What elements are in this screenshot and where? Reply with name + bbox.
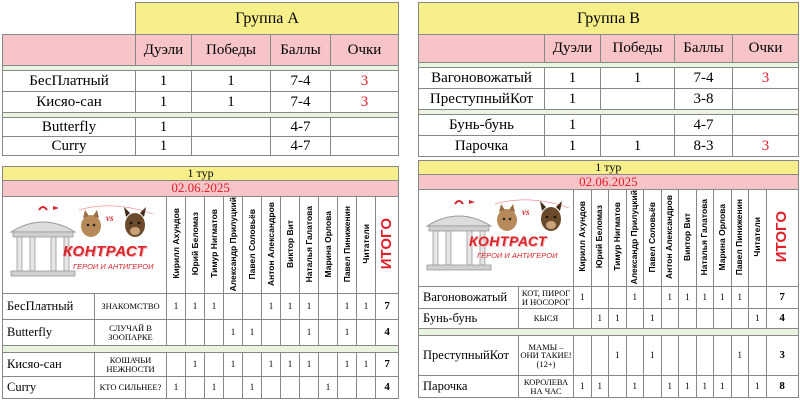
judge-vote: 1 [357, 353, 376, 377]
tour-date: 02.06.2025 [3, 180, 399, 196]
judge-name: Павел Соловьёв [246, 208, 257, 280]
total-score: 4 [766, 309, 798, 329]
judge-header [281, 196, 300, 294]
judge-vote: 1 [696, 376, 714, 398]
judge-vote [749, 287, 767, 309]
judge-vote [644, 376, 662, 398]
judge-header [205, 196, 224, 294]
participant-name: БесПлатный [3, 294, 95, 320]
tour-results-table [418, 160, 799, 398]
points-value: 3 [733, 136, 799, 157]
judge-vote [167, 320, 186, 346]
judge-vote [319, 294, 338, 320]
judge-header [574, 189, 592, 287]
judge-vote: 1 [626, 376, 644, 398]
judge-header [338, 196, 357, 294]
judge-name: Кирилл Ахундов [170, 208, 181, 280]
group-a-table [2, 2, 399, 156]
duels-value: 1 [136, 137, 192, 156]
judge-vote: 1 [731, 336, 749, 376]
total-score: 3 [766, 336, 798, 376]
table-row [419, 336, 799, 376]
brand-name: КОНТРАСТ [63, 243, 147, 261]
judge-vote: 1 [186, 294, 205, 320]
judge-vote: 1 [714, 287, 732, 309]
judge-name: Тимур Нигматов [208, 209, 219, 279]
total-score: 7 [376, 353, 399, 377]
judge-header [243, 196, 262, 294]
judge-vote: 1 [167, 294, 186, 320]
header-duels: Дуэли [136, 35, 192, 66]
points-value: 3 [331, 92, 399, 113]
judge-vote: 1 [338, 353, 357, 377]
judge-vote: 1 [243, 377, 262, 399]
judge-vote [679, 309, 697, 329]
judge-header [731, 189, 749, 287]
judge-vote: 1 [626, 287, 644, 309]
kontrast-logo [3, 200, 166, 290]
group-a-title: Группа А [136, 3, 399, 35]
table-row [419, 68, 799, 89]
judge-vote: 1 [224, 353, 243, 377]
brand-name: КОНТРАСТ [469, 232, 547, 249]
judge-vote [357, 377, 376, 399]
judge-vote: 1 [224, 320, 243, 346]
judge-vote [696, 336, 714, 376]
judge-header [749, 189, 767, 287]
participant-name: Кисяо-сан [3, 353, 95, 377]
judge-name: Антон Александров [265, 201, 276, 286]
score-value: 7-4 [271, 92, 331, 113]
tour-label: 1 тур [419, 161, 799, 175]
judge-vote: 1 [262, 294, 281, 320]
judge-vote: 1 [262, 353, 281, 377]
judge-vote [574, 336, 592, 376]
wins-value [192, 118, 271, 137]
table-row [3, 92, 399, 113]
judge-name: Наталья Галатова [303, 205, 314, 282]
judge-vote [679, 336, 697, 376]
piece-title: МАМЫ – ОНИ ТАКИЕ! (12+) [519, 336, 574, 376]
group-b-title: Группа В [419, 3, 799, 35]
points-value [733, 89, 799, 110]
wins-value: 1 [192, 71, 271, 92]
score-value: 3-8 [675, 89, 733, 110]
judge-vote: 1 [357, 294, 376, 320]
judge-header [319, 196, 338, 294]
judge-name: Юрий Беломаз [189, 212, 200, 276]
judge-vote: 1 [186, 353, 205, 377]
tour-label: 1 тур [3, 167, 399, 181]
total-header: ИТОГО [773, 211, 791, 263]
score-value: 7-4 [271, 71, 331, 92]
wins-value: 1 [192, 92, 271, 113]
duels-value: 1 [136, 92, 192, 113]
judge-vote [319, 320, 338, 346]
judge-vote: 1 [300, 320, 319, 346]
judge-vote [357, 320, 376, 346]
header-wins: Победы [192, 35, 271, 66]
judge-vote [205, 353, 224, 377]
piece-title: КОРОЛЕВА НА ЧАС [519, 376, 574, 398]
judge-vote: 1 [714, 376, 732, 398]
participant-name: Бунь-бунь [419, 115, 545, 136]
judge-vote [609, 376, 627, 398]
judge-vote: 1 [300, 353, 319, 377]
score-value: 7-4 [675, 68, 733, 89]
judge-vote [319, 353, 338, 377]
duels-value: 1 [136, 118, 192, 137]
judge-name: Наталья Галатова [699, 198, 710, 275]
score-value: 4-7 [271, 118, 331, 137]
judge-header [224, 196, 243, 294]
total-score: 8 [766, 376, 798, 398]
judge-vote: 1 [696, 287, 714, 309]
judge-vote: 1 [167, 377, 186, 399]
judge-vote: 1 [661, 287, 679, 309]
participant-name: Парочка [419, 136, 545, 157]
judge-vote [609, 287, 627, 309]
judge-vote: 1 [679, 287, 697, 309]
header-score: Баллы [271, 35, 331, 66]
judge-vote [696, 309, 714, 329]
piece-title: КОТ, ПИРОГ И НОСОРОГ [519, 287, 574, 309]
piece-title: ЗНАКОМСТВО [95, 294, 167, 320]
participant-name: Вагоновожатый [419, 68, 545, 89]
judge-vote [205, 320, 224, 346]
judge-vote: 1 [243, 320, 262, 346]
judge-header [167, 196, 186, 294]
judge-vote [167, 353, 186, 377]
duels-value: 1 [545, 136, 601, 157]
participant-name: ПреступныйКот [419, 89, 545, 110]
judge-name: Марина Орлова [322, 210, 333, 278]
score-value: 8-3 [675, 136, 733, 157]
total-score: 7 [376, 294, 399, 320]
table-row [3, 71, 399, 92]
piece-title: КТО СИЛЬНЕЕ? [95, 377, 167, 399]
judge-name: Павел Соловьёв [646, 201, 657, 273]
participant-name: Curry [3, 137, 136, 156]
participant-name: Вагоновожатый [419, 287, 519, 309]
judge-name: Павел Пиниженин [341, 205, 352, 282]
judge-vote [661, 336, 679, 376]
tour-date: 02.06.2025 [419, 174, 799, 189]
judge-vote [749, 336, 767, 376]
judge-vote: 1 [574, 376, 592, 398]
header-duels: Дуэли [545, 35, 601, 63]
judge-vote [224, 294, 243, 320]
judge-vote [731, 376, 749, 398]
judge-vote [714, 309, 732, 329]
score-value: 4-7 [675, 115, 733, 136]
judge-vote [243, 353, 262, 377]
judge-vote [731, 309, 749, 329]
brand-tagline: ГЕРОИ И АНТИГЕРОИ [477, 250, 558, 260]
wins-value [192, 137, 271, 156]
judge-vote [338, 377, 357, 399]
brand-tagline: ГЕРОИ И АНТИГЕРОИ [73, 262, 154, 272]
judge-vote: 1 [281, 294, 300, 320]
judge-header [644, 189, 662, 287]
total-header: ИТОГО [378, 218, 396, 270]
judge-header [626, 189, 644, 287]
judge-header [186, 196, 205, 294]
points-value [733, 115, 799, 136]
judge-vote: 1 [749, 376, 767, 398]
points-value: 3 [733, 68, 799, 89]
judge-vote [591, 287, 609, 309]
participant-name: Curry [3, 377, 95, 399]
duels-value: 1 [545, 89, 601, 110]
judge-vote [262, 377, 281, 399]
judge-header [609, 189, 627, 287]
judge-header [661, 189, 679, 287]
piece-title: СЛУЧАЙ В ЗООПАРКЕ [95, 320, 167, 346]
judge-vote [626, 309, 644, 329]
judge-header [679, 189, 697, 287]
table-row [3, 294, 399, 320]
judge-header [357, 196, 376, 294]
versus-label: vs [522, 206, 530, 217]
wins-value [601, 115, 675, 136]
total-score: 7 [766, 287, 798, 309]
points-value [331, 118, 399, 137]
piece-title: КЫСЯ [519, 309, 574, 329]
judge-vote: 1 [644, 309, 662, 329]
group-b-table [418, 2, 799, 157]
header-points: Очки [733, 35, 799, 63]
judge-vote: 1 [574, 287, 592, 309]
judge-vote: 1 [338, 320, 357, 346]
table-row [419, 136, 799, 157]
wins-value: 1 [601, 68, 675, 89]
table-row [3, 118, 399, 137]
header-wins: Победы [601, 35, 675, 63]
judge-vote [591, 336, 609, 376]
judge-name: Виктор Вит [284, 219, 295, 268]
judge-vote [243, 294, 262, 320]
judge-vote: 1 [338, 294, 357, 320]
judge-vote [186, 377, 205, 399]
judge-name: Читатели [751, 217, 762, 257]
participant-name: Бунь-бунь [419, 309, 519, 329]
participant-name: ПреступныйКот [419, 336, 519, 376]
judge-vote: 1 [731, 287, 749, 309]
judge-vote [661, 309, 679, 329]
judge-vote: 1 [205, 294, 224, 320]
header-score: Баллы [675, 35, 733, 63]
judge-vote: 1 [300, 294, 319, 320]
table-row [419, 115, 799, 136]
judge-header [262, 196, 281, 294]
participant-name: БесПлатный [3, 71, 136, 92]
judge-vote [626, 336, 644, 376]
judge-vote: 1 [591, 376, 609, 398]
table-row [419, 309, 799, 329]
judge-header [591, 189, 609, 287]
judge-vote: 1 [644, 336, 662, 376]
judge-name: Антон Александров [664, 194, 675, 279]
judge-name: Виктор Вит [681, 212, 692, 261]
judge-name: Юрий Беломаз [594, 205, 605, 269]
table-row [419, 89, 799, 110]
total-score: 4 [376, 320, 399, 346]
participant-name: Butterfly [3, 118, 136, 137]
judge-vote: 1 [281, 353, 300, 377]
judge-vote: 1 [205, 377, 224, 399]
judge-vote [262, 320, 281, 346]
judge-name: Марина Орлова [716, 203, 727, 271]
duels-value: 1 [545, 68, 601, 89]
judge-vote: 1 [661, 376, 679, 398]
judge-name: Тимур Нигматов [611, 202, 622, 272]
duels-value: 1 [136, 71, 192, 92]
judge-name: Александр Прилуцкий [629, 189, 640, 285]
tour-results-table [2, 166, 399, 399]
score-value: 4-7 [271, 137, 331, 156]
judge-vote [714, 336, 732, 376]
duels-value: 1 [545, 115, 601, 136]
judge-vote: 1 [749, 309, 767, 329]
judge-vote: 1 [609, 336, 627, 376]
judge-header [696, 189, 714, 287]
judge-vote: 1 [679, 376, 697, 398]
judge-vote: 1 [319, 377, 338, 399]
table-row [3, 320, 399, 346]
judge-vote [574, 309, 592, 329]
table-row [419, 287, 799, 309]
header-points: Очки [331, 35, 399, 66]
judge-vote: 1 [591, 309, 609, 329]
points-value [331, 137, 399, 156]
judge-name: Кирилл Ахундов [576, 201, 587, 273]
table-row [3, 377, 399, 399]
judge-vote [281, 320, 300, 346]
wins-value [601, 89, 675, 110]
judge-vote [300, 377, 319, 399]
judge-vote [186, 320, 205, 346]
table-row [419, 376, 799, 398]
table-row [3, 137, 399, 156]
judge-header [714, 189, 732, 287]
participant-name: Butterfly [3, 320, 95, 346]
judge-name: Павел Пиниженин [734, 198, 745, 275]
judge-vote [224, 377, 243, 399]
table-row [3, 353, 399, 377]
versus-label: vs [106, 213, 114, 224]
participant-name: Кисяо-сан [3, 92, 136, 113]
judge-vote [281, 377, 300, 399]
judge-vote [644, 287, 662, 309]
judge-name: Читатели [360, 224, 371, 264]
points-value: 3 [331, 71, 399, 92]
piece-title: КОШАЧЬИ НЕЖНОСТИ [95, 353, 167, 377]
participant-name: Парочка [419, 376, 519, 398]
kontrast-logo [419, 194, 573, 283]
judge-header [300, 196, 319, 294]
total-score: 4 [376, 377, 399, 399]
wins-value: 1 [601, 136, 675, 157]
judge-vote: 1 [609, 309, 627, 329]
judge-name: Александр Прилуцкий [227, 196, 238, 292]
